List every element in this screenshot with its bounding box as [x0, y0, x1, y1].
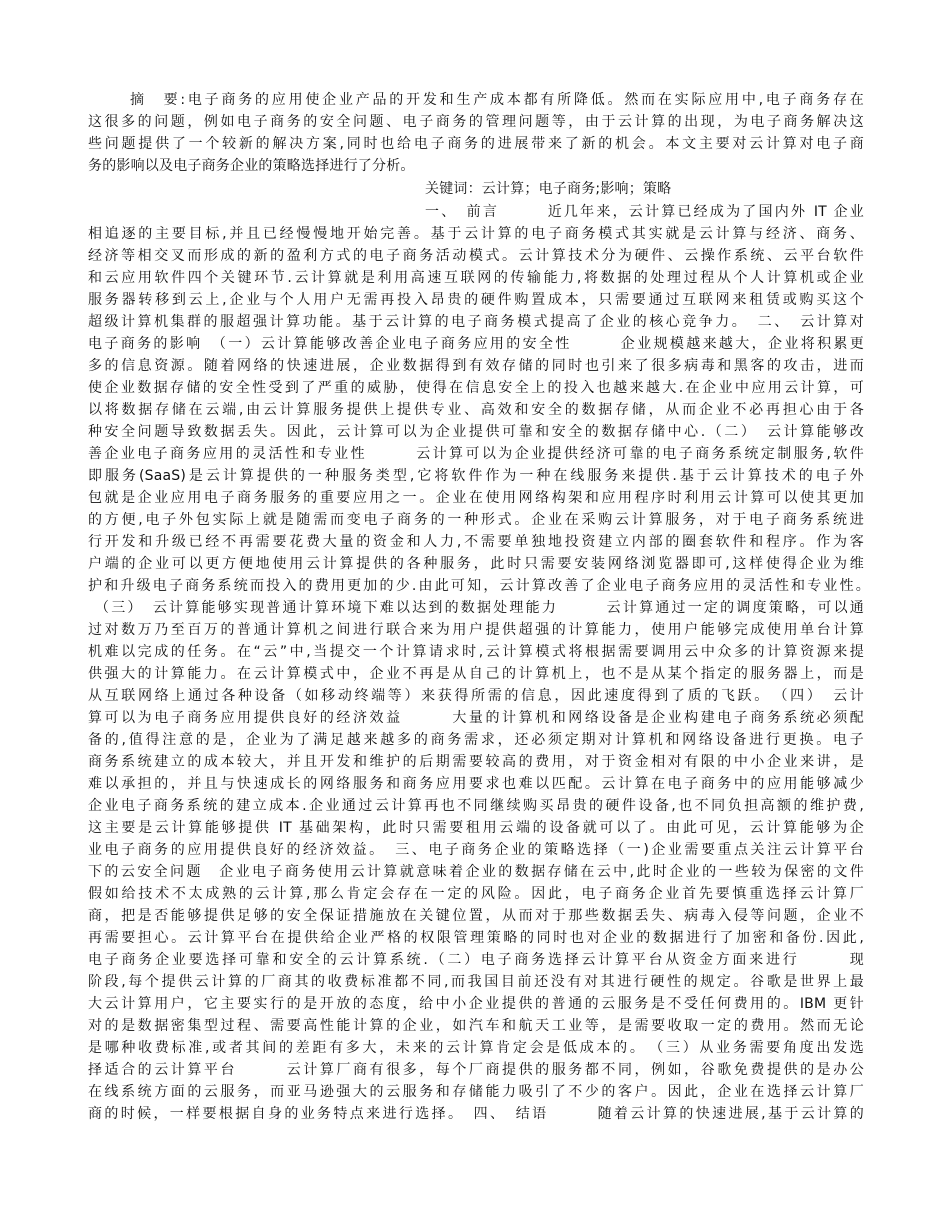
body-line: 相追逐的主要目标,并且已经慢慢地开始完善。基于云计算的电子商务模式其实就是云计算与经济、商务、	[88, 226, 864, 242]
body-line: 多的信息资源。随着网络的快速进展，企业数据得到有效存储的同时也引来了很多病毒和黑客的攻击，进而	[88, 358, 864, 374]
body-line: 是哪种收费标准,或者其间的差距有多大，未来的云计算肯定会是低成本的。 （三）从业务需要角度出发选	[88, 1040, 864, 1056]
body-line: 难以承担的，并且与快速成长的网络服务和商务应用要求也难以匹配。云计算在电子商务中的应用能够减少	[88, 776, 864, 792]
abstract-line: 些问题提供了一个较新的解决方案,同时也给电子商务的进展带来了新的机会。本文主要对云计算对电子商	[88, 136, 864, 152]
body-line: 经济等相交叉而形成的新的盈利方式的电子商务活动模式。云计算技术分为硬件、云操作系统、云平台软件	[88, 248, 864, 264]
body-line: 算可以为电子商务应用提供良好的经济效益 大量的计算机和网络设备是企业构建电子商务系统必须配	[88, 710, 864, 726]
body-line: 使企业数据存储的安全性受到了严重的威胁，使得在信息安全上的投入也越来越大.在企业中应用云计算，可	[88, 380, 864, 396]
abstract-line: 这很多的问题，例如电子商务的安全问题、电子商务的管理问题等，由于云计算的出现，为电子商务解决这	[88, 114, 864, 130]
body-line: 对的是数据密集型过程、需要高性能计算的企业，如汽车和航天工业等，是需要收取一定的费用。然而无论	[88, 1018, 864, 1034]
body-line: 在线系统方面的云服务，而亚马逊强大的云服务和存储能力吸引了不少的客户。因此，企业在选择云计算厂	[88, 1084, 864, 1100]
body-line: （三） 云计算能够实现普通计算环境下难以达到的数据处理能力 云计算通过一定的调度策略，可以通	[95, 600, 864, 616]
body-line: 下的云安全问题 企业电子商务使用云计算就意味着企业的数据存储在云中,此时企业的一些较为保密的文件	[88, 864, 864, 880]
body-line: 包就是企业应用电子商务服务的重要应用之一。企业在使用网络构架和应用程序时利用云计算可以使其更加	[88, 490, 864, 506]
body-line: 户端的企业可以更方便地使用云计算提供的各种服务，此时只需要安装网络浏览器即可,这样使得企业为维	[88, 556, 864, 572]
body-line: 超级计算机集群的服超强计算功能。基于云计算的电子商务模式提高了企业的核心竞争力。 二、 云计算对	[88, 314, 864, 330]
body-line: 一、 前言 近几年来，云计算已经成为了国内外 IT 企业	[425, 204, 864, 220]
body-line: 善企业电子商务应用的灵活性和专业性 云计算可以为企业提供经济可靠的电子商务系统定制服务,软件	[88, 446, 864, 462]
body-line: 从互联网络上通过各种设备（如移动终端等）来获得所需的信息，因此速度得到了质的飞跃。 （四） 云计	[88, 688, 864, 704]
body-line: 业电子商务的应用提供良好的经济效益。 三、电子商务企业的策略选择（一)企业需要重点关注云计算平台	[88, 842, 864, 858]
body-line: 企业电子商务系统的建立成本.企业通过云计算再也不同继续购买昂贵的硬件设备,也不同负担高额的维护费,	[88, 798, 864, 814]
body-line: 以将数据存储在云端,由云计算服务提供上提供专业、高效和安全的数据存储，从而企业不必再担心由于各	[88, 402, 864, 418]
body-line: 机难以完成的任务。在“云”中,当提交一个计算请求时,云计算模式将根据需要调用云中众多的计算资源来提	[88, 644, 864, 660]
body-line: 行开发和升级已经不再需要花费大量的资金和人力,不需要单独地投资建立内部的圈套软件和程序。作为客	[88, 534, 864, 550]
body-line: 护和升级电子商务系统而投入的费用更加的少.由此可知，云计算改善了企业电子商务应用的灵活性和专业性。	[88, 578, 870, 594]
body-line: 假如给技术不太成熟的云计算,那么肯定会存在一定的风险。因此，电子商务企业首先要慎重选择云计算厂	[88, 886, 864, 902]
body-line: 过对数万乃至百万的普通计算机之间进行联合来为用户提供超强的计算能力，使用户能够完成使用单台计算	[88, 622, 864, 638]
body-line: 大云计算用户，它主要实行的是开放的态度，给中小企业提供的普通的云服务是不受任何费用的。IBM 更针	[88, 996, 864, 1012]
body-line: 这主要是云计算能够提供 IT 基础架构，此时只需要租用云端的设备就可以了。由此可见，云计算能够为企	[88, 820, 864, 836]
body-line: 服务器转移到云上,企业与个人用户无需再投入昂贵的硬件购置成本，只需要通过互联网来租赁或购买这个	[88, 292, 864, 308]
body-line: 择适合的云计算平台 云计算厂商有很多，每个厂商提供的服务都不同，例如，谷歌免费提供的是办公	[88, 1062, 864, 1078]
body-line: 种安全问题导致数据丢失。因此，云计算可以为企业提供可靠和安全的数据存储中心.（二） 云计算能够改	[88, 424, 864, 440]
body-line: 和云应用软件四个关键环节.云计算就是利用高速互联网的传输能力,将数据的处理过程从个人计算机或企业	[88, 270, 864, 286]
body-line: 备的,值得注意的是，企业为了满足越来越多的商务需求，还必须定期对计算机和网络设备进行更换。电子	[88, 732, 864, 748]
body-line: 电子商务的影响 （一）云计算能够改善企业电子商务应用的安全性 企业规模越来越大，企业将积累更	[88, 336, 864, 352]
body-line: 商，把是否能够提供足够的安全保证措施放在关键位置，从而对于那些数据丢失、病毒入侵等问题，企业不	[88, 908, 864, 924]
body-line: 的方便,电子外包实际上就是随需而变电子商务的一种形式。企业在采购云计算服务，对于电子商务系统进	[88, 512, 864, 528]
abstract-line: 摘 要:电子商务的应用使企业产品的开发和生产成本都有所降低。然而在实际应用中,电子商务存在	[130, 92, 864, 108]
body-line: 供强大的计算能力。在云计算模式中，企业不再是从自己的计算机上，也不是从某个指定的服务器上，而是	[88, 666, 864, 682]
abstract-line: 务的影响以及电子商务企业的策略选择进行了分析。	[88, 158, 415, 174]
keywords-line: 关键词：云计算；电子商务;影响；策略	[425, 181, 672, 197]
body-line: 即服务(SaaS)是云计算提供的一种服务类型,它将软件作为一种在线服务来提供.基于云计算技术的电子外	[88, 468, 864, 484]
body-line: 电子商务企业要选择可靠和安全的云计算系统.（二）电子商务选择云计算平台从资金方面来进行 现	[88, 952, 864, 968]
body-line: 再需要担心。云计算平台在提供给企业严格的权限管理策略的同时也对企业的数据进行了加密和备份.因此,	[88, 930, 864, 946]
body-line: 阶段,每个提供云计算的厂商其的收费标准都不同,而我国目前还没有对其进行硬性的规定。谷歌是世界上最	[88, 974, 864, 990]
body-line: 商务系统建立的成本较大，并且开发和维护的后期需要较高的费用，对于资金相对有限的中小企业来讲，是	[88, 754, 864, 770]
body-line: 商的时候，一样要根据自身的业务特点来进行选择。 四、 结语 随着云计算的快速进展,基于云计算的	[88, 1106, 864, 1122]
